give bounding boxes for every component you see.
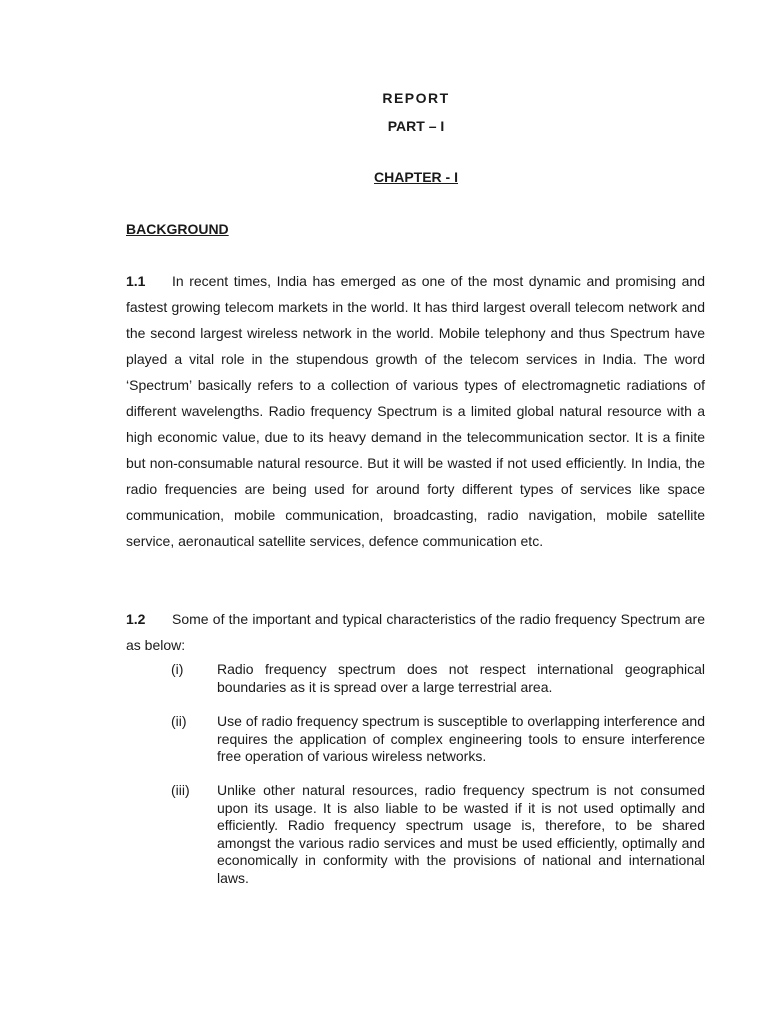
- list-marker: (i): [171, 661, 184, 677]
- paragraph-1-1: [126, 268, 705, 554]
- paragraph-text: In recent times, India has emerged as one of the most dynamic and promising and fastest growing telecom markets in the world. It has third largest overall telecom network and the second largest wireless network in the world. Mobile telephony and thus Spectrum have played a vital role in the stupendous growth of the telecom services in India. The word ‘Spectrum’ basically refers to a collection of various types of electromagnetic radiations of different wavelengths. Radio frequency Spectrum is a limited global natural resource with a high economic value, due to its heavy demand in the telecommunication sector. It is a finite but non-consumable natural resource. But it will be wasted if not used efficiently. In India, the radio frequencies are being used for around forty different types of services like space communication, mobile communication, broadcasting, radio navigation, mobile satellite service, aeronautical satellite services, defence communication etc.: [126, 273, 705, 549]
- list-marker: (iii): [171, 782, 190, 798]
- paragraph-number: 1.1: [126, 273, 146, 289]
- list-item: [126, 782, 705, 887]
- list-item-text: Unlike other natural resources, radio frequency spectrum is not consumed upon its usage. It is also liable to be wasted if it is not used optimally and efficiently. Radio frequency spectrum usage is, therefore, to be shared amongst the various radio services and must be used efficiently, optimally and economically in conformity with the provisions of national and international laws.: [217, 782, 705, 886]
- list-item-text: Use of radio frequency spectrum is susceptible to overlapping interference and requires the application of complex engineering tools to ensure interference free operation of various wireless networks.: [217, 713, 705, 764]
- paragraph-text: Some of the important and typical characteristics of the radio frequency Spectrum are as below:: [126, 611, 705, 653]
- report-title: REPORT: [382, 90, 450, 106]
- section-heading: BACKGROUND: [126, 221, 229, 237]
- list-marker: (ii): [171, 713, 187, 729]
- part-title: PART – I: [387, 118, 445, 134]
- paragraph-1-2: [126, 606, 705, 658]
- list-item: [126, 713, 705, 766]
- list-item-text: Radio frequency spectrum does not respect international geographical boundaries as it is spread over a large terrestrial area.: [217, 661, 705, 695]
- paragraph-number: 1.2: [126, 611, 146, 627]
- list-item: [126, 661, 705, 696]
- chapter-title: CHAPTER - I: [374, 169, 458, 185]
